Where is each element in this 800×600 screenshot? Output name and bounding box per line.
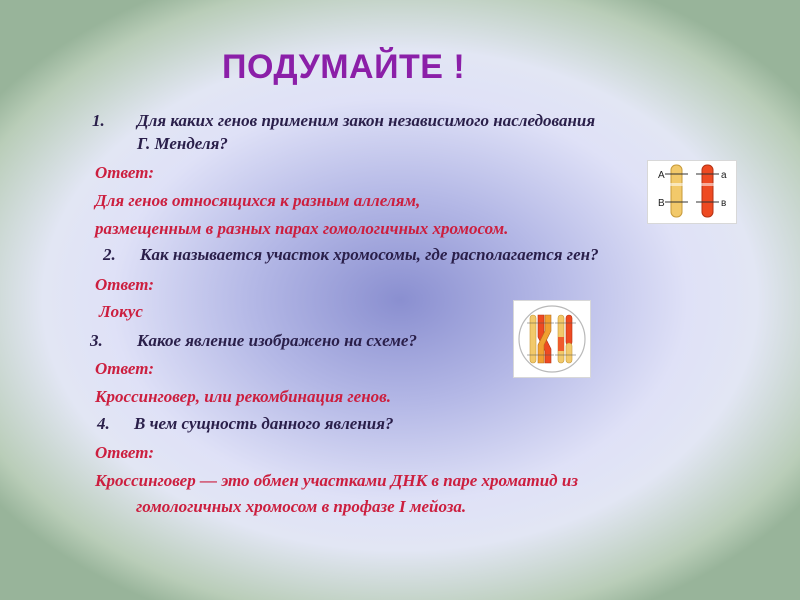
red-chromosome <box>702 165 713 217</box>
question-4-number: 4. <box>97 414 110 433</box>
answer-1-line-1: Для генов относящихся к разным аллелям, <box>95 191 421 210</box>
question-3 <box>90 331 417 351</box>
answer-4-label: Ответ: <box>95 443 155 462</box>
answer-2-label: Ответ: <box>95 275 155 294</box>
answer-3-label: Ответ: <box>95 359 155 378</box>
yellow-chromosome <box>671 165 682 217</box>
question-3-number: 3. <box>90 331 103 350</box>
question-2 <box>103 245 599 265</box>
answer-2-text: Локус <box>99 302 143 321</box>
question-1-number: 1. <box>92 111 105 130</box>
answer-4-line-2: гомологичных хромосом в профазе I мейоза. <box>136 497 467 516</box>
slide-title: ПОДУМАЙТЕ ! <box>222 48 466 86</box>
crossing-over-figure <box>513 300 591 378</box>
answer-1-label: Ответ: <box>95 163 155 182</box>
question-1-line-2: Г. Менделя? <box>137 134 228 153</box>
answer-1-line-2: размещенным в разных парах гомологичных хромосом. <box>95 219 509 238</box>
figure-circle <box>519 306 585 372</box>
crossing-over-svg <box>514 301 590 377</box>
answer-3-text: Кроссинговер, или рекомбинация генов. <box>95 387 392 406</box>
question-2-number: 2. <box>103 245 116 264</box>
question-1-line-1 <box>92 111 595 131</box>
question-3-text: Какое явление изображено на схеме? <box>137 331 417 350</box>
question-1-text: Для каких генов применим закон независимого наследования <box>137 111 596 130</box>
answer-4-line-1: Кроссинговер — это обмен участками ДНК в паре хроматид из <box>95 471 578 490</box>
chromosome-pair-figure <box>647 160 737 224</box>
question-2-text: Как называется участок хромосомы, где располагается ген? <box>140 245 599 264</box>
allele-label-left-top: A <box>658 170 665 181</box>
allele-label-right-bottom: в <box>721 198 727 209</box>
allele-label-left-bottom: B <box>658 198 665 209</box>
allele-label-right-top: a <box>721 170 727 181</box>
chromosome-pair-svg <box>648 161 736 223</box>
question-4 <box>97 414 394 434</box>
question-4-text: В чем сущность данного явления? <box>134 414 394 433</box>
